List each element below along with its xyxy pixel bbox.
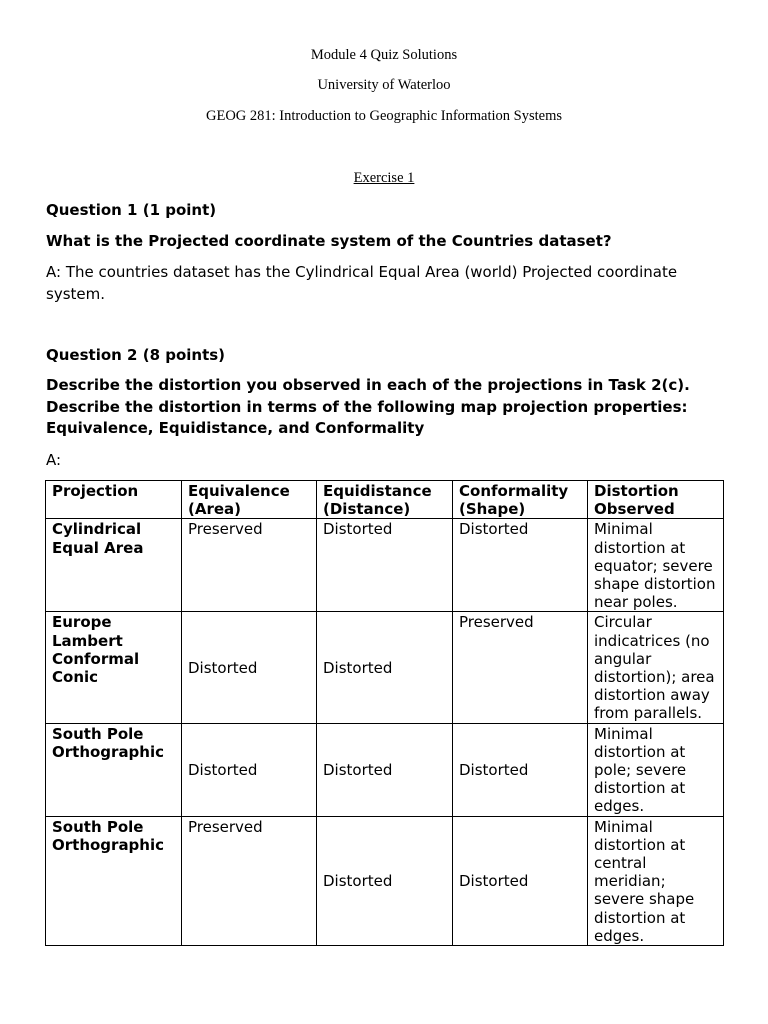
- question-2-title: Question 2 (8 points): [46, 346, 226, 364]
- row-4-conformality: Distorted: [453, 816, 588, 945]
- row-2-distortion: Circular indicatrices (no angular distortion); area distortion away from parallels.: [588, 612, 724, 723]
- question-2-answer-label: A:: [46, 451, 62, 469]
- row-1-equivalence: Preserved: [182, 519, 317, 612]
- row-2-projection: Europe Lambert Conformal Conic: [46, 612, 182, 723]
- table-row: [46, 519, 724, 612]
- row-3-projection: South Pole Orthographic: [46, 723, 182, 816]
- row-3-conformality: Distorted: [453, 723, 588, 816]
- question-1-title: Question 1 (1 point): [46, 201, 217, 219]
- row-1-projection: Cylindrical Equal Area: [46, 519, 182, 612]
- row-4-distortion: Minimal distortion at central meridian; severe shape distortion at edges.: [588, 816, 724, 945]
- doc-title: Module 4 Quiz Solutions: [310, 47, 458, 63]
- row-1-equidistance: Distorted: [317, 519, 453, 612]
- header-conformality: Conformality (Shape): [453, 481, 588, 519]
- header-equivalence: Equivalence (Area): [182, 481, 317, 519]
- header-equidistance: Equidistance (Distance): [317, 481, 453, 519]
- row-1-distortion: Minimal distortion at equator; severe shape distortion near poles.: [588, 519, 724, 612]
- table-row: [46, 612, 724, 723]
- row-3-equidistance: Distorted: [317, 723, 453, 816]
- table-row: [46, 816, 724, 945]
- row-3-distortion: Minimal distortion at pole; severe distortion at edges.: [588, 723, 724, 816]
- row-2-equidistance: Distorted: [317, 612, 453, 723]
- question-2-prompt: Describe the distortion you observed in each of the projections in Task 2(c). Describe the distortion in terms of the following map projection properties: Equivalence, Equidistance, and Conformality: [46, 376, 690, 437]
- row-4-projection: South Pole Orthographic: [46, 816, 182, 945]
- header-projection: Projection: [46, 481, 182, 519]
- row-2-conformality: Preserved: [453, 612, 588, 723]
- table-header-row: [46, 481, 724, 519]
- exercise-heading: [0, 170, 768, 187]
- header-distortion: Distortion Observed: [588, 481, 724, 519]
- table-row: [46, 723, 724, 816]
- question-1-prompt: What is the Projected coordinate system of the Countries dataset?: [46, 232, 612, 250]
- row-1-conformality: Distorted: [453, 519, 588, 612]
- row-3-equivalence: Distorted: [182, 723, 317, 816]
- university-name: University of Waterloo: [317, 77, 451, 93]
- row-4-equidistance: Distorted: [317, 816, 453, 945]
- course-title: GEOG 281: Introduction to Geographic Information Systems: [206, 108, 562, 124]
- row-4-equivalence: Preserved: [182, 816, 317, 945]
- question-1-answer: A: The countries dataset has the Cylindrical Equal Area (world) Projected coordinate system.: [46, 263, 678, 303]
- exercise-heading-text: Exercise 1: [353, 170, 415, 186]
- projection-table: [45, 480, 724, 946]
- row-2-equivalence: Distorted: [182, 612, 317, 723]
